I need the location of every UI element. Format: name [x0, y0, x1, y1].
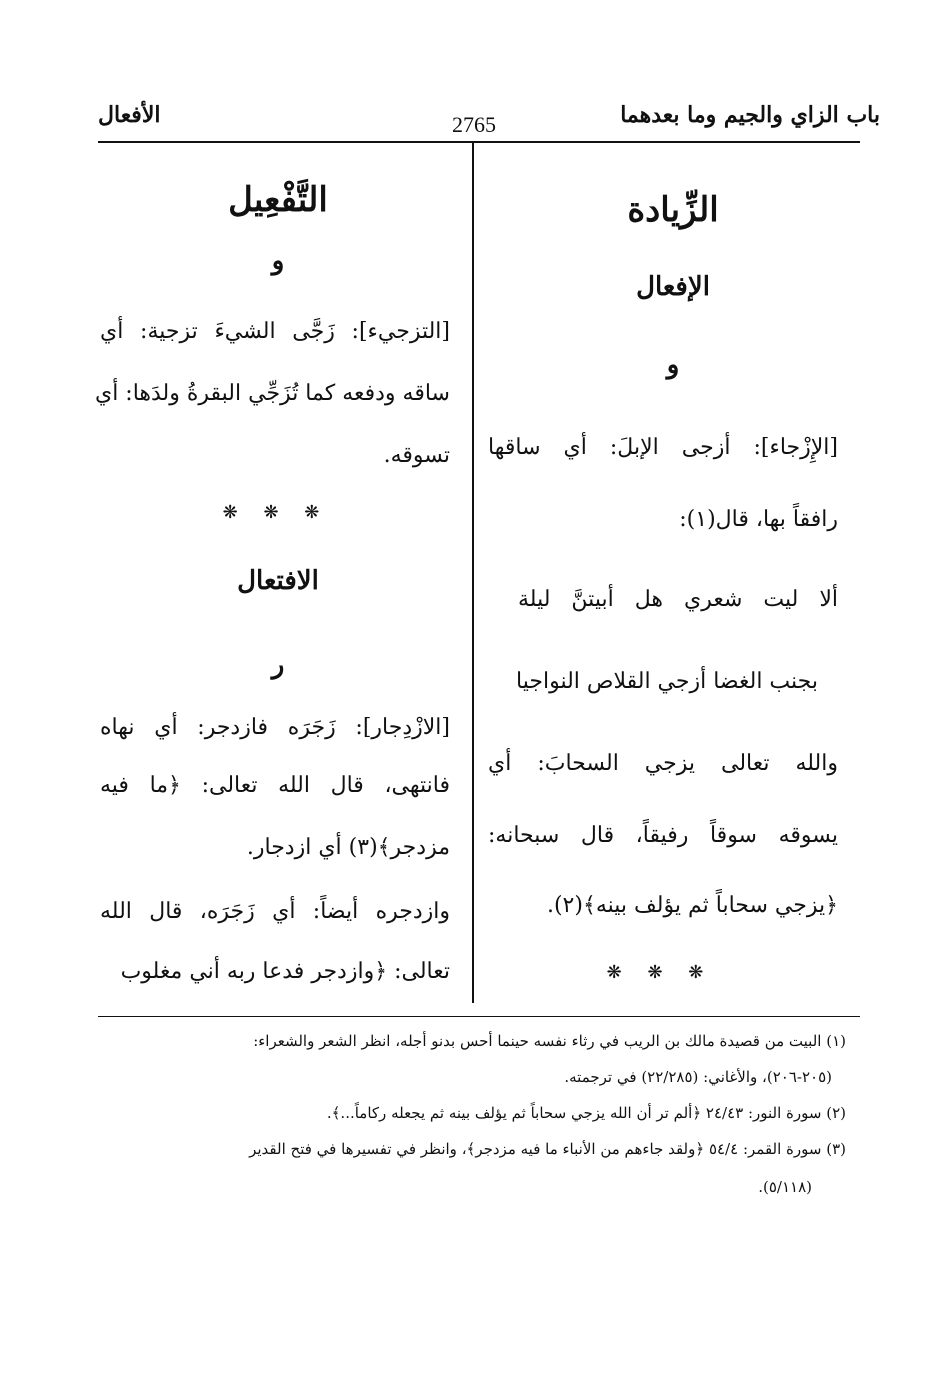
running-header-section: الأفعال [98, 102, 161, 128]
entry-line: تسوقه. [383, 443, 450, 468]
section-title-ziyada: الزِّيادة [627, 190, 719, 230]
footnote-1: (١) البيت من قصيدة مالك بن الريب في رثاء نفسه حينما أحس بدنو أجله، انظر الشعر والشعراء: [253, 1032, 846, 1050]
entry-line: يسوقه سوقاً رفيقاً، قال سبحانه: [488, 823, 838, 848]
section-title-iftial: الافتعال [237, 566, 319, 596]
running-header-title: باب الزاي والجيم وما بعدهما [620, 102, 880, 128]
entry-line: تعالى: ﴿وازدجر فدعا ربه أني مغلوب [120, 959, 450, 984]
entry-line: ﴿يزجي سحاباً ثم يؤلف بينه﴾(٢). [546, 893, 838, 918]
entry-line: [التزجيء]: زَجَّى الشيءَ تزجية: أي [100, 319, 450, 344]
footnote-3: (٣) سورة القمر: ٥٤/٤ ﴿ولقد جاءهم من الأنباء ما فيه مزدجر﴾، وانظر في تفسيرها في فتح القدير [249, 1140, 846, 1158]
entry-line: [الازْدِجار]: زَجَرَه فازدجر: أي نهاه [100, 715, 450, 740]
section-title-tafil: التَّفْعِيل [228, 180, 328, 220]
root-letter-waw: و [666, 350, 680, 380]
subsection-title-ifaal: الإفعال [636, 272, 710, 302]
poem-verse: ألا ليت شعري هل أبيتنَّ ليلة [518, 587, 838, 612]
poem-verse: بجنب الغضا أزجي القلاص النواجيا [516, 669, 818, 694]
root-letter-waw: و [271, 246, 285, 276]
footnote-3-continued: (٥/١١٨). [758, 1178, 812, 1196]
footnote-1-continued: (٢٠٥-٢٠٦)، والأغاني: (٢٢/٢٨٥) في ترجمته. [564, 1068, 832, 1086]
column-divider [472, 143, 474, 1003]
entry-line: [الإِزْجاء]: أزجى الإبلَ: أي ساقها [488, 435, 838, 460]
header-rule [98, 141, 860, 143]
footnote-rule [98, 1016, 860, 1017]
entry-line: والله تعالى يزجي السحابَ: أي [488, 751, 838, 776]
entry-line: وازدجره أيضاً: أي زَجَرَه، قال الله [100, 899, 450, 924]
entry-line: مزدجر﴾(٣) أي ازدجار. [246, 835, 450, 860]
section-separator-stars: ❋ ❋ ❋ [606, 962, 714, 983]
page-number: 2765 [452, 112, 496, 137]
entry-line: ساقه ودفعه كما تُزَجِّي البقرةُ ولدَها: أي [94, 381, 450, 406]
section-separator-stars: ❋ ❋ ❋ [222, 502, 330, 523]
root-letter-ra: ر [271, 650, 285, 680]
entry-line: رافقاً بها، قال(١): [679, 507, 838, 532]
footnote-2: (٢) سورة النور: ٢٤/٤٣ ﴿ألم تر أن الله يزجي سحاباً ثم يؤلف بينه ثم يجعله ركاماً...﴾. [326, 1104, 846, 1122]
entry-line: فانتهى، قال الله تعالى: ﴿ما فيه [100, 773, 450, 798]
